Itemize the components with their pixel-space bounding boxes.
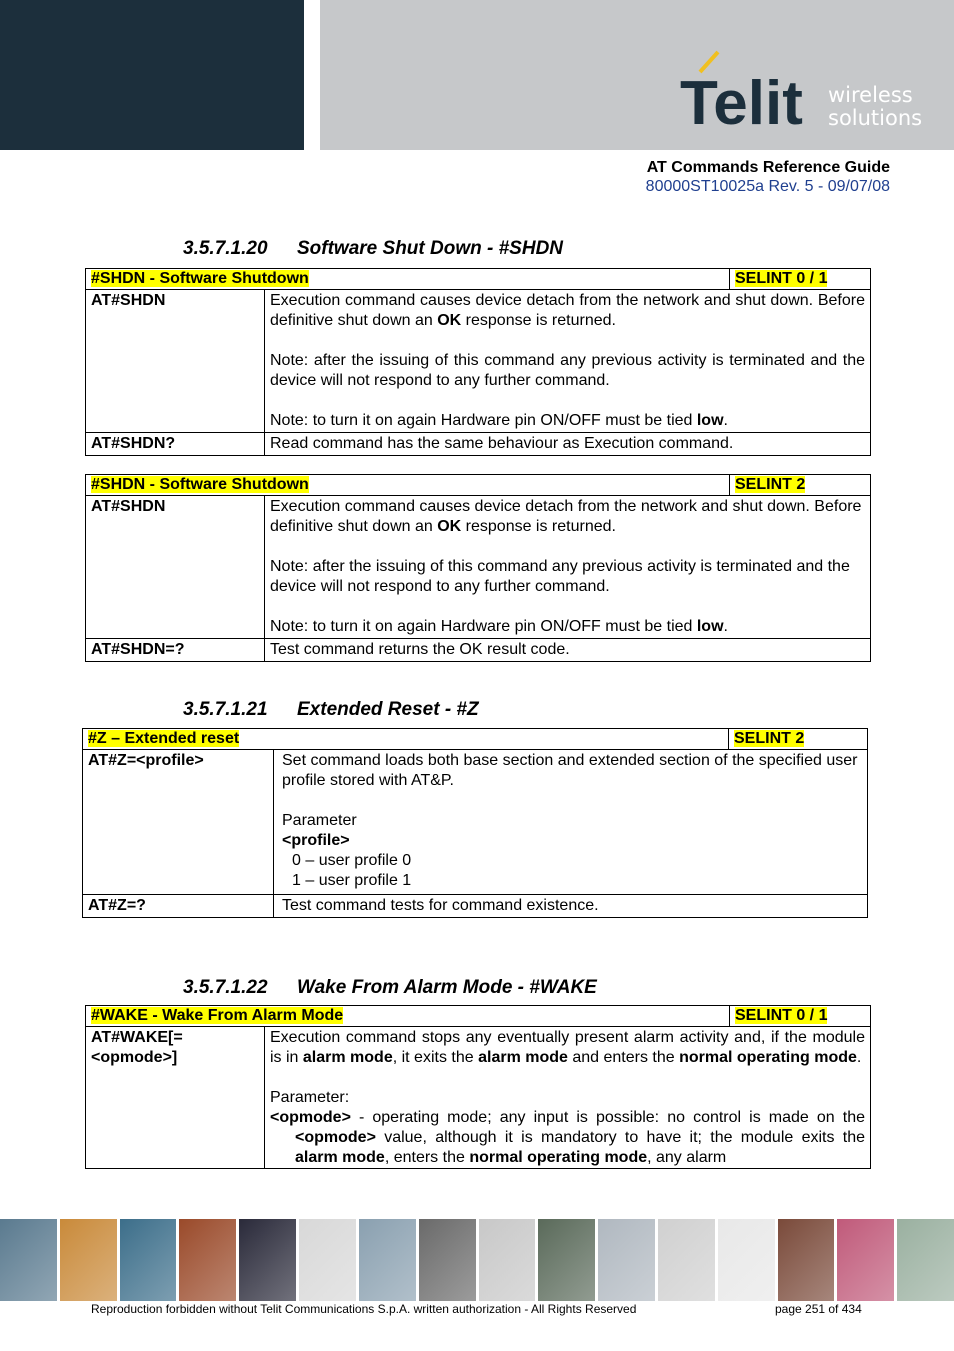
command-cell: AT#SHDN bbox=[86, 496, 265, 639]
footer-photo-tile bbox=[538, 1219, 595, 1301]
table-shdn-selint01 bbox=[85, 268, 871, 456]
footer-photo-tile bbox=[179, 1219, 236, 1301]
command-cell: AT#SHDN? bbox=[86, 433, 265, 456]
selint-badge: SELINT 0 / 1 bbox=[735, 1007, 828, 1024]
description-cell: Execution command stops any eventually present alarm activity and, if the module is in alarm mode, it exits the alarm mode and enters the normal operating mode. Parameter: <opmode> - operating mode; any input is possible: no control is made on the <opmode> value, although it is mandatory to have it; the module exits the alarm mode, enters the normal operating mode, any alarm bbox=[265, 1027, 871, 1169]
table-header: #Z – Extended reset bbox=[88, 730, 240, 747]
section-heading-z: 3.5.7.1.21 Extended Reset - #Z bbox=[183, 699, 479, 720]
description-cell: Test command returns the OK result code. bbox=[265, 639, 871, 662]
description-cell: Test command tests for command existence. bbox=[274, 895, 868, 918]
footer-photo-tile bbox=[120, 1219, 177, 1301]
command-cell: AT#WAKE[= <opmode>] bbox=[86, 1027, 265, 1169]
page-number: page 251 of 434 bbox=[775, 1302, 862, 1316]
footer-photo-tile bbox=[0, 1219, 57, 1301]
header-dark-block bbox=[0, 0, 304, 150]
description-cell: Execution command causes device detach from the network and shut down. Before definitive shut down an OK response is returned. Note: after the issuing of this command any previous activity is terminated and the device will not respond to any further command. Note: to turn it on again Hardware pin ON/OFF must be tied low. bbox=[265, 290, 871, 433]
selint-badge: SELINT 2 bbox=[735, 476, 806, 493]
telit-logo bbox=[678, 48, 928, 130]
footer-photo-tile bbox=[419, 1219, 476, 1301]
footer-photo-tile bbox=[897, 1219, 954, 1301]
description-cell: Set command loads both base section and extended section of the specified user profile stored with AT&P. Parameter <profile> 0 – user profile 0 1 – user profile 1 bbox=[274, 750, 868, 895]
command-cell: AT#SHDN bbox=[86, 290, 265, 433]
footer-photo-tile bbox=[837, 1219, 894, 1301]
description-cell: Read command has the same behaviour as Execution command. bbox=[265, 433, 871, 456]
section-heading-wake: 3.5.7.1.22 Wake From Alarm Mode - #WAKE bbox=[183, 977, 597, 998]
footer-photo-tile bbox=[299, 1219, 356, 1301]
table-wake bbox=[85, 1005, 871, 1169]
footer-photo-tile bbox=[718, 1219, 775, 1301]
table-z bbox=[82, 728, 868, 918]
command-cell: AT#SHDN=? bbox=[86, 639, 265, 662]
table-header: #SHDN - Software Shutdown bbox=[91, 476, 309, 493]
footer-photo-tile bbox=[658, 1219, 715, 1301]
footer-photo-tile bbox=[239, 1219, 296, 1301]
selint-badge: SELINT 0 / 1 bbox=[735, 270, 828, 287]
table-shdn-selint2 bbox=[85, 474, 871, 662]
command-cell: AT#Z=? bbox=[83, 895, 274, 918]
selint-badge: SELINT 2 bbox=[734, 730, 805, 747]
document-revision: 80000ST10025a Rev. 5 - 09/07/08 bbox=[645, 178, 890, 195]
table-header: #SHDN - Software Shutdown bbox=[91, 270, 309, 287]
footer-photo-tile bbox=[778, 1219, 835, 1301]
footer-photo-tile bbox=[359, 1219, 416, 1301]
section-heading-shdn: 3.5.7.1.20 Software Shut Down - #SHDN bbox=[183, 238, 564, 259]
svg-text:solutions: solutions bbox=[828, 106, 923, 130]
description-cell: Execution command causes device detach from the network and shut down. Before definitive shut down an OK response is returned. Note: after the issuing of this command any previous activity is terminated and the device will not respond to any further command. Note: to turn it on again Hardware pin ON/OFF must be tied low. bbox=[265, 496, 871, 639]
svg-text:wireless: wireless bbox=[828, 83, 913, 107]
footer-notice: Reproduction forbidden without Telit Communications S.p.A. written authorization - All Rights Reserved bbox=[91, 1302, 637, 1316]
table-header: #WAKE - Wake From Alarm Mode bbox=[91, 1007, 344, 1024]
footer-photo-tile bbox=[60, 1219, 117, 1301]
command-cell: AT#Z=<profile> bbox=[83, 750, 274, 895]
svg-text:Telit: Telit bbox=[680, 69, 803, 130]
footer-photo-tile bbox=[598, 1219, 655, 1301]
footer-photo-tile bbox=[479, 1219, 536, 1301]
document-title: AT Commands Reference Guide bbox=[646, 159, 890, 176]
footer-image-strip bbox=[0, 1219, 954, 1301]
